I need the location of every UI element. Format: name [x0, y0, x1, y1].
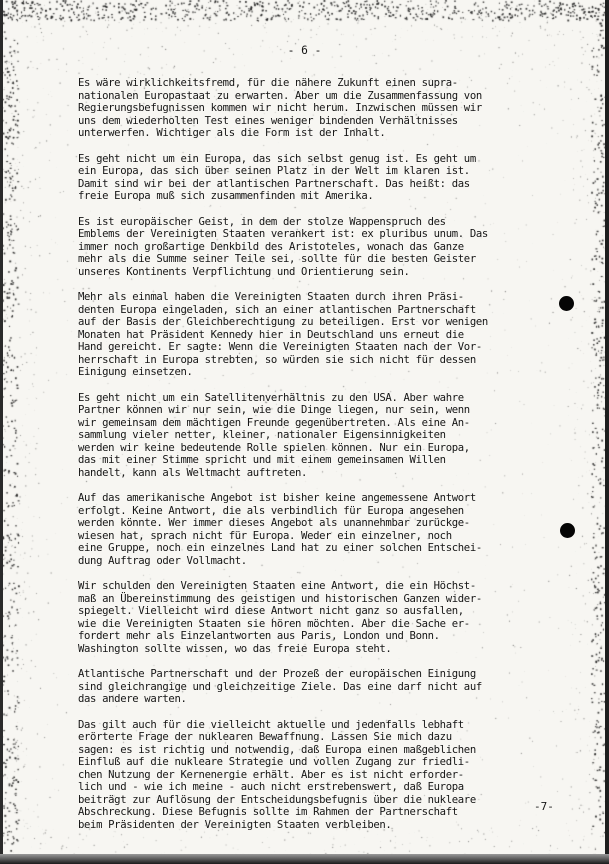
- text-line: sind gleichrangige und gleichzeitige Ziele. Das eine darf nicht auf: [78, 680, 482, 693]
- text-line: spiegelt. Vielleicht wird diese Antwort nicht ganz so ausfallen,: [78, 605, 464, 617]
- scan-edge-bottom: [0, 854, 609, 864]
- text-line: Einigung einsetzen.: [78, 366, 193, 378]
- text-line: beim Präsidenten der Vereinigten Staaten verbleiben.: [78, 818, 392, 831]
- text-line: Washington sollte wissen, wo das freie Europa steht.: [78, 642, 392, 655]
- paragraph: [78, 580, 578, 655]
- scan-edge-right: [605, 0, 609, 864]
- page-number: - 6 -: [287, 44, 322, 57]
- text-line: Partner können wir nur sein, wie die Dinge liegen, nur sein, wenn: [78, 404, 470, 416]
- text-line: Auf das amerikanische Angebot ist bisher keine angemessene Antwort: [78, 492, 476, 504]
- text-line: das andere warten.: [78, 693, 187, 705]
- text-line: fordert mehr als Einzelantworten aus Paris, London und Bonn.: [78, 630, 440, 642]
- text-line: Wir schulden den Vereinigten Staaten eine Antwort, die ein Höchst-: [78, 580, 476, 592]
- text-line: wie die Vereinigten Staaten sie hören möchten. Aber die Sache er-: [78, 617, 470, 630]
- text-line: Das gilt auch für die vielleicht aktuelle und jedenfalls lebhaft: [78, 718, 464, 731]
- paragraph: [78, 153, 578, 203]
- text-line: Es wäre wirklichkeitsfremd, für die nähere Zukunft einen supra-: [78, 77, 458, 89]
- paragraph: [78, 77, 578, 140]
- text-line: dung Auftrag oder Vollmacht.: [78, 554, 247, 567]
- paragraph: [78, 392, 578, 480]
- body-text: [78, 77, 578, 844]
- paragraph: [78, 492, 578, 567]
- text-line: werden wir keine bedeutende Rolle spielen können. Nur ein Europa,: [78, 441, 470, 454]
- text-line: Mehr als einmal haben die Vereinigten Staaten durch ihren Präsi-: [78, 291, 464, 303]
- text-line: Es ist europäischer Geist, in dem der stolze Wappenspruch des: [78, 215, 446, 228]
- text-line: denten Europa eingeladen, sich an einer atlantischen Partnerschaft: [78, 303, 476, 316]
- text-line: Damit sind wir bei der atlantischen Partnerschaft. Das heißt: das: [78, 177, 470, 190]
- text-line: wir gemeinsam dem mächtigen Freunde gegenübertreten. Als eine An-: [78, 416, 470, 429]
- text-line: wiesen hat, sprach nicht für Europa. Weder ein einzelner, noch: [78, 529, 452, 542]
- text-line: das mit einer Stimme spricht und mit einem gemeinsamen Willen: [78, 454, 446, 466]
- text-line: Regierungsbefugnissen kommen wir nicht herum. Inzwischen müssen wir: [78, 102, 482, 114]
- text-line: auf der Basis der Gleichberechtigung zu beteiligen. Erst vor wenigen: [78, 316, 488, 328]
- text-line: Es geht nicht um ein Satellitenverhältnis zu den USA. Aber wahre: [78, 391, 464, 404]
- text-line: maß an Übereinstimmung des geistigen und historischen Ganzen wider-: [78, 592, 482, 605]
- text-line: unterwerfen. Wichtiger als die Form ist der Inhalt.: [78, 127, 386, 139]
- text-line: Emblems der Vereinigten Staaten verankert ist: ex pluribus unum. Das: [78, 228, 488, 240]
- text-line: Es geht nicht um ein Europa, das sich selbst genug ist. Es geht um: [78, 152, 476, 165]
- text-line: mehr als die Summe seiner Teile sei, sollte für die besten Geister: [78, 253, 476, 265]
- punch-hole-bottom: [560, 523, 575, 538]
- text-line: uns dem wiederholten Test eines weniger bindenden Verhältnisses: [78, 114, 458, 127]
- punch-hole-top: [559, 296, 574, 311]
- text-line: eine Gruppe, noch ein einzelnes Land hat zu einer solchen Entschei-: [78, 542, 482, 554]
- text-line: beiträgt zur Auflösung der Entscheidungsbefugnis über die nukleare: [78, 793, 476, 806]
- text-line: erfolgt. Keine Antwort, die als verbindlich für Europa angesehen: [78, 504, 464, 517]
- text-line: herrschaft in Europa strebten, so würden sie sich nicht für dessen: [78, 353, 476, 366]
- text-line: lich und - wie ich meine - auch nicht erstrebenswert, daß Europa: [78, 781, 464, 793]
- text-line: unseres Kontinents Verpflichtung und Orientierung sein.: [78, 265, 410, 278]
- text-line: ein Europa, das sich über seinen Platz in der Welt im klaren ist.: [78, 165, 470, 177]
- text-line: Monaten hat Präsident Kennedy hier in Deutschland uns erneut die: [78, 328, 464, 341]
- paragraph: [78, 291, 578, 379]
- text-line: werden könnte. Wer immer dieses Angebot als unannehmbar zurückge-: [78, 517, 470, 529]
- paragraph: [78, 719, 578, 832]
- text-line: freie Europa muß sich zusammenfinden mit Amerika.: [78, 190, 374, 202]
- paragraph: [78, 216, 578, 279]
- text-line: sagen: es ist richtig und notwendig, daß Europa einen maßgeblichen: [78, 743, 476, 756]
- text-line: handelt, kann als Weltmacht auftreten.: [78, 466, 308, 479]
- text-line: chen Nutzung der Kernenergie erhält. Aber es ist nicht erforder-: [78, 768, 464, 781]
- text-line: Abschreckung. Diese Befugnis sollte im Rahmen der Partnerschaft: [78, 806, 458, 818]
- text-line: nationalen Europastaat zu erwarten. Aber um die Zusammenfassung von: [78, 89, 482, 102]
- text-line: erörterte Frage der nuklearen Bewaffnung. Lassen Sie mich dazu: [78, 731, 452, 743]
- text-line: immer noch großartige Denkbild des Aristoteles, wonach das Ganze: [78, 240, 464, 253]
- text-line: Einfluß auf die nukleare Strategie und vollen Zugang zur friedli-: [78, 756, 470, 768]
- text-line: Atlantische Partnerschaft und der Prozeß der europäischen Einigung: [78, 668, 476, 680]
- scan-edge-left: [0, 0, 3, 864]
- continuation-marker: -7-: [534, 800, 554, 813]
- text-line: Hand gereicht. Er sagte: Wenn die Vereinigten Staaten nach der Vor-: [78, 341, 482, 353]
- paragraph: [78, 668, 578, 706]
- text-line: sammlung vieler netter, kleiner, nationaler Eigensinnigkeiten: [78, 429, 446, 441]
